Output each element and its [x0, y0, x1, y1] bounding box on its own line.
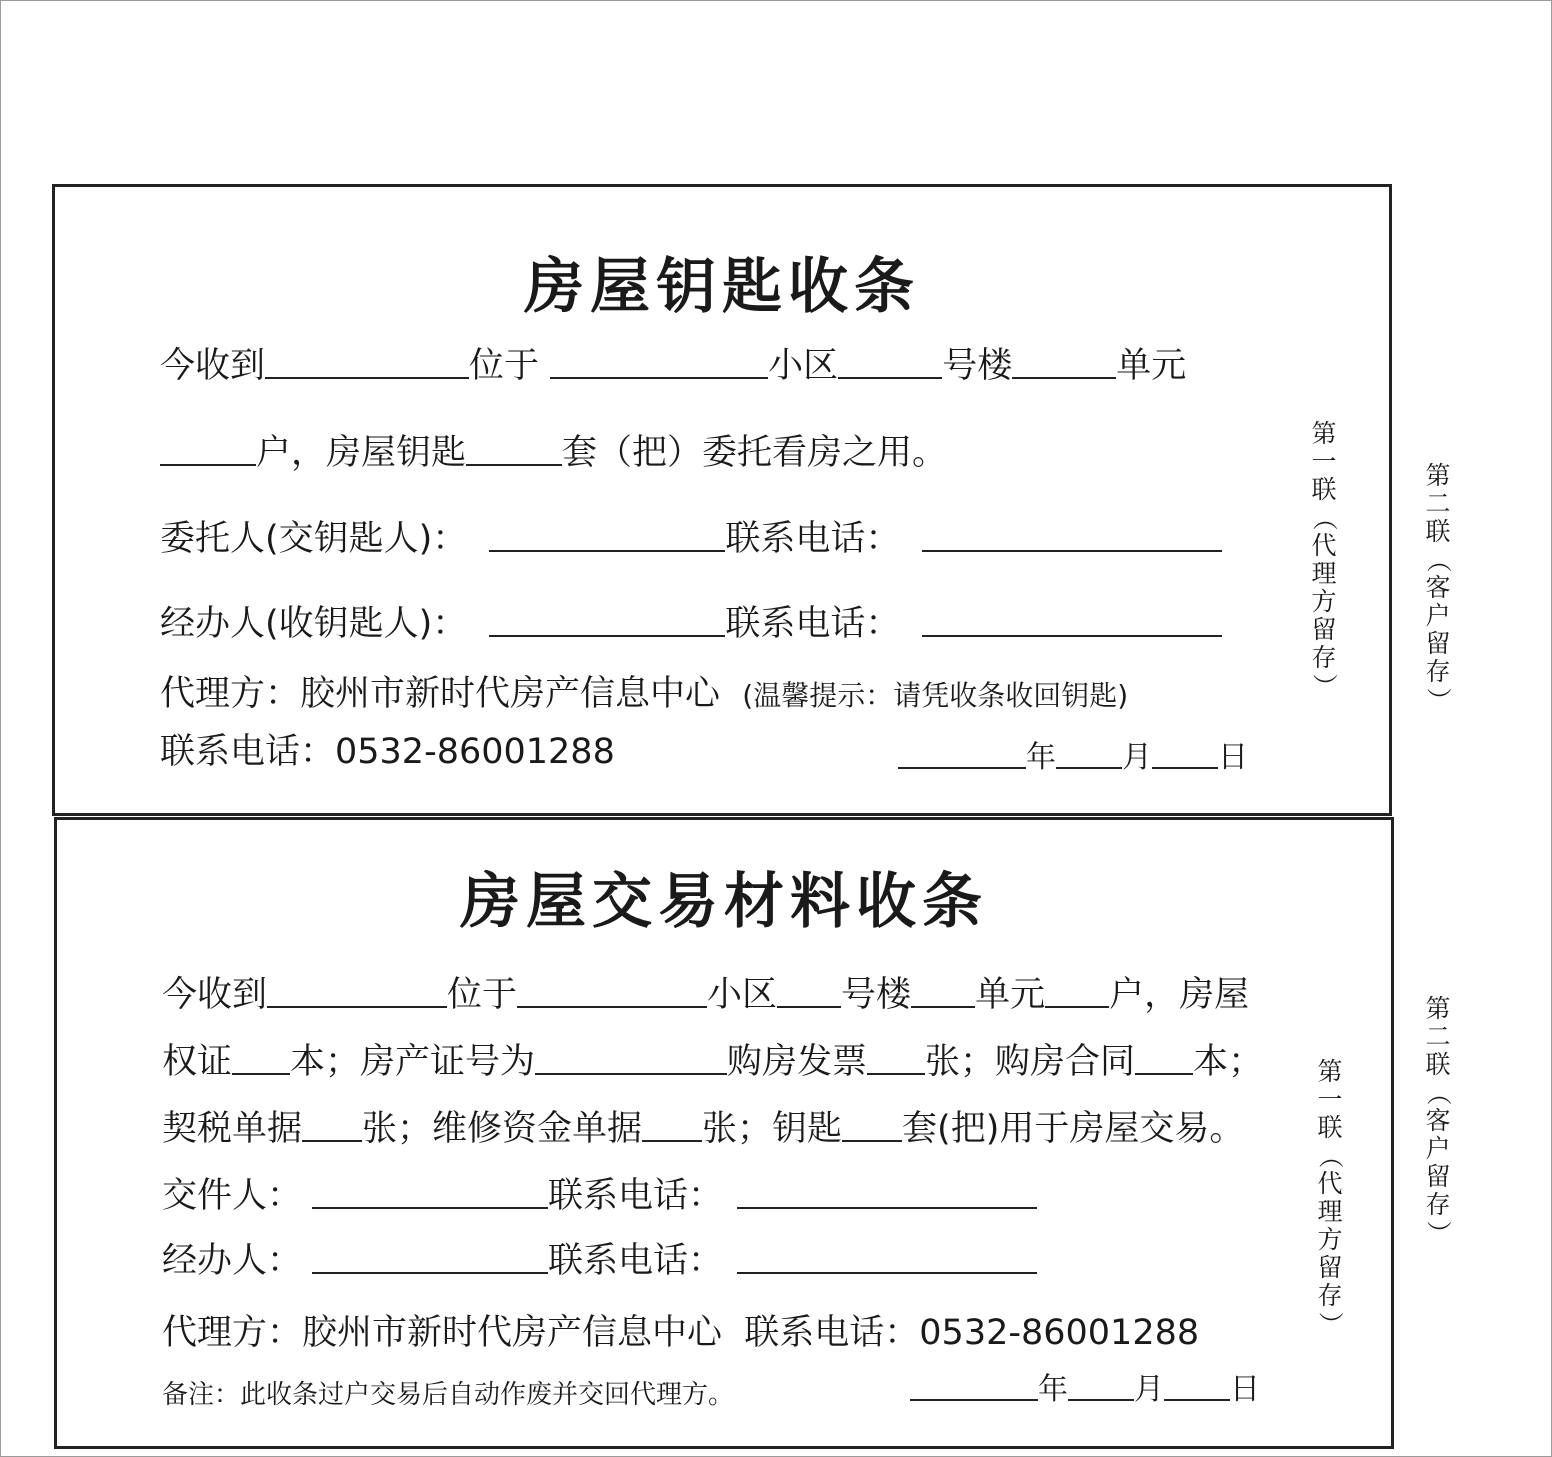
doc-row-6 — [162, 1313, 1200, 1353]
doc-row-7 — [162, 1372, 1302, 1410]
stub-char: 存 — [1425, 657, 1451, 686]
stub-label-agent-copy — [1313, 1058, 1347, 1338]
stub-char: 联 — [1425, 517, 1451, 546]
stub-char: 存 — [1317, 1281, 1343, 1310]
receipt-title: 房屋交易材料收条 — [460, 867, 988, 937]
text: 交件人： — [162, 1176, 303, 1216]
blank-year[interactable] — [898, 737, 1026, 769]
blank-year[interactable] — [910, 1369, 1038, 1401]
date-block — [910, 1369, 1260, 1405]
stub-label-client-copy — [1421, 995, 1455, 1247]
blank-day[interactable] — [1152, 737, 1218, 769]
stub-char: 第 — [1425, 994, 1451, 1023]
blank-day[interactable] — [1164, 1369, 1230, 1401]
blank-unit[interactable] — [911, 976, 975, 1008]
text: 张；维修资金单据 — [362, 1109, 643, 1149]
stub-char: 户 — [1425, 1134, 1451, 1163]
blank-submitter[interactable] — [312, 1177, 548, 1209]
agent-name: 代理方：胶州市新时代房产信息中心 — [162, 1313, 723, 1353]
stub-label-client-copy — [1421, 462, 1455, 714]
blank-contract-count[interactable] — [1135, 1043, 1193, 1075]
stub-char: 存 — [1425, 1190, 1451, 1219]
blank-key-count[interactable] — [466, 434, 562, 466]
text: 联系电话： — [725, 604, 901, 644]
stub-label-agent-copy — [1307, 420, 1341, 700]
doc-row-3 — [162, 1110, 1244, 1147]
text: 契税单据 — [162, 1109, 303, 1149]
stub-char: 一 — [1311, 447, 1337, 476]
stub-char: 客 — [1425, 573, 1451, 602]
blank-key-count[interactable] — [842, 1110, 902, 1142]
doc-row-4 — [162, 1177, 1037, 1214]
text: 号楼 — [841, 975, 912, 1015]
stub-char: （ — [1424, 547, 1453, 573]
text: 小区 — [707, 975, 778, 1015]
blank-tax-count[interactable] — [302, 1110, 362, 1142]
stub-char: 二 — [1425, 1022, 1451, 1051]
stub-char: 代 — [1311, 531, 1337, 560]
blank-handler[interactable] — [489, 605, 725, 637]
blank-month[interactable] — [1068, 1369, 1134, 1401]
agent-phone: 联系电话：0532-86001288 — [160, 732, 615, 772]
blank-handler-phone[interactable] — [922, 605, 1222, 637]
blank-month[interactable] — [1056, 737, 1122, 769]
text: 年 — [1038, 1372, 1068, 1407]
text: 张；购房合同 — [925, 1042, 1136, 1082]
stub-char: 第 — [1311, 419, 1337, 448]
blank-cert-number[interactable] — [535, 1043, 727, 1075]
blank-location[interactable] — [550, 347, 768, 379]
stub-char: 一 — [1317, 1085, 1343, 1114]
text: 经办人： — [162, 1241, 303, 1281]
stub-char: 理 — [1311, 559, 1337, 588]
text: 联系电话： — [725, 519, 901, 559]
text: 号楼 — [942, 346, 1013, 386]
text: 本；房产证号为 — [290, 1042, 536, 1082]
blank-consignor[interactable] — [489, 520, 725, 552]
stub-char: 代 — [1317, 1169, 1343, 1198]
stub-char: ） — [1310, 673, 1339, 699]
stub-char: ） — [1424, 687, 1453, 713]
stub-char: 理 — [1317, 1197, 1343, 1226]
agent-name: 代理方：胶州市新时代房产信息中心 — [160, 674, 721, 714]
stub-char: ） — [1316, 1311, 1345, 1337]
text: 日 — [1230, 1372, 1260, 1407]
text: 套(把)用于房屋交易。 — [902, 1109, 1245, 1149]
stub-char: 方 — [1317, 1225, 1343, 1254]
text: 委托人(交钥匙人)： — [160, 519, 468, 559]
doc-row-1 — [162, 976, 1249, 1013]
blank-unit[interactable] — [1012, 347, 1116, 379]
text: 月 — [1122, 740, 1152, 775]
key-row-5 — [160, 674, 1129, 714]
blank-building[interactable] — [777, 976, 841, 1008]
stub-char: 户 — [1425, 601, 1451, 630]
key-row-6 — [160, 732, 1260, 775]
stub-char: 留 — [1317, 1253, 1343, 1282]
documents-receipt — [54, 817, 1394, 1449]
stub-char: 第 — [1425, 461, 1451, 490]
agent-phone: 联系电话：0532-86001288 — [744, 1313, 1200, 1353]
doc-row-5 — [162, 1242, 1037, 1279]
remark-note: 备注：此收条过户交易后自动作废并交回代理方。 — [162, 1380, 735, 1410]
stub-char: （ — [1316, 1143, 1345, 1169]
stub-char: 第 — [1317, 1057, 1343, 1086]
blank-handler[interactable] — [312, 1242, 548, 1274]
text: 单元 — [1116, 346, 1187, 386]
blank-receiver[interactable] — [267, 976, 447, 1008]
text: 月 — [1134, 1372, 1164, 1407]
stub-char: 方 — [1311, 587, 1337, 616]
stub-char: （ — [1310, 505, 1339, 531]
text: 今收到 — [160, 346, 266, 386]
text: 单元 — [975, 975, 1046, 1015]
text: 联系电话： — [548, 1241, 724, 1281]
stub-char: （ — [1424, 1080, 1453, 1106]
text: 张；钥匙 — [702, 1109, 843, 1149]
key-row-1 — [160, 347, 1186, 384]
text: 购房发票 — [727, 1042, 868, 1082]
text: 日 — [1218, 740, 1248, 775]
blank-room[interactable] — [1045, 976, 1109, 1008]
blank-invoice-count[interactable] — [867, 1043, 925, 1075]
blank-receiver[interactable] — [265, 347, 469, 379]
stub-char: 客 — [1425, 1106, 1451, 1135]
stub-char: 二 — [1425, 489, 1451, 518]
text: 位于 — [469, 346, 540, 386]
stub-char: 存 — [1311, 643, 1337, 672]
text: 本； — [1193, 1042, 1264, 1082]
blank-cert-count[interactable] — [232, 1043, 290, 1075]
text: 户，房屋钥匙 — [256, 433, 467, 473]
stub-char: 留 — [1425, 629, 1451, 658]
key-row-4 — [160, 605, 1222, 642]
text: 小区 — [768, 346, 839, 386]
text: 权证 — [162, 1042, 233, 1082]
blank-consignor-phone[interactable] — [922, 520, 1222, 552]
blank-submitter-phone[interactable] — [737, 1177, 1037, 1209]
text: 经办人(收钥匙人)： — [160, 604, 468, 644]
blank-building[interactable] — [838, 347, 942, 379]
key-receipt — [52, 184, 1392, 816]
reminder-note: (温馨提示：请凭收条收回钥匙) — [742, 679, 1129, 712]
receipt-title: 房屋钥匙收条 — [524, 252, 920, 322]
text: 联系电话： — [548, 1176, 724, 1216]
stub-char: 留 — [1311, 615, 1337, 644]
text: 套（把）委托看房之用。 — [562, 433, 948, 473]
text: 年 — [1026, 740, 1056, 775]
text: 今收到 — [162, 975, 268, 1015]
blank-fund-count[interactable] — [642, 1110, 702, 1142]
text: 位于 — [447, 975, 518, 1015]
blank-handler-phone[interactable] — [737, 1242, 1037, 1274]
stub-char: 联 — [1425, 1050, 1451, 1079]
key-row-3 — [160, 520, 1222, 557]
key-row-2 — [160, 434, 947, 471]
stub-char: ） — [1424, 1220, 1453, 1246]
text: 户，房屋 — [1109, 975, 1250, 1015]
stub-char: 联 — [1317, 1113, 1343, 1142]
blank-room[interactable] — [160, 434, 256, 466]
doc-row-2 — [162, 1043, 1263, 1080]
date-block — [898, 737, 1248, 773]
stub-char: 联 — [1311, 475, 1337, 504]
blank-location[interactable] — [517, 976, 707, 1008]
stub-char: 留 — [1425, 1162, 1451, 1191]
